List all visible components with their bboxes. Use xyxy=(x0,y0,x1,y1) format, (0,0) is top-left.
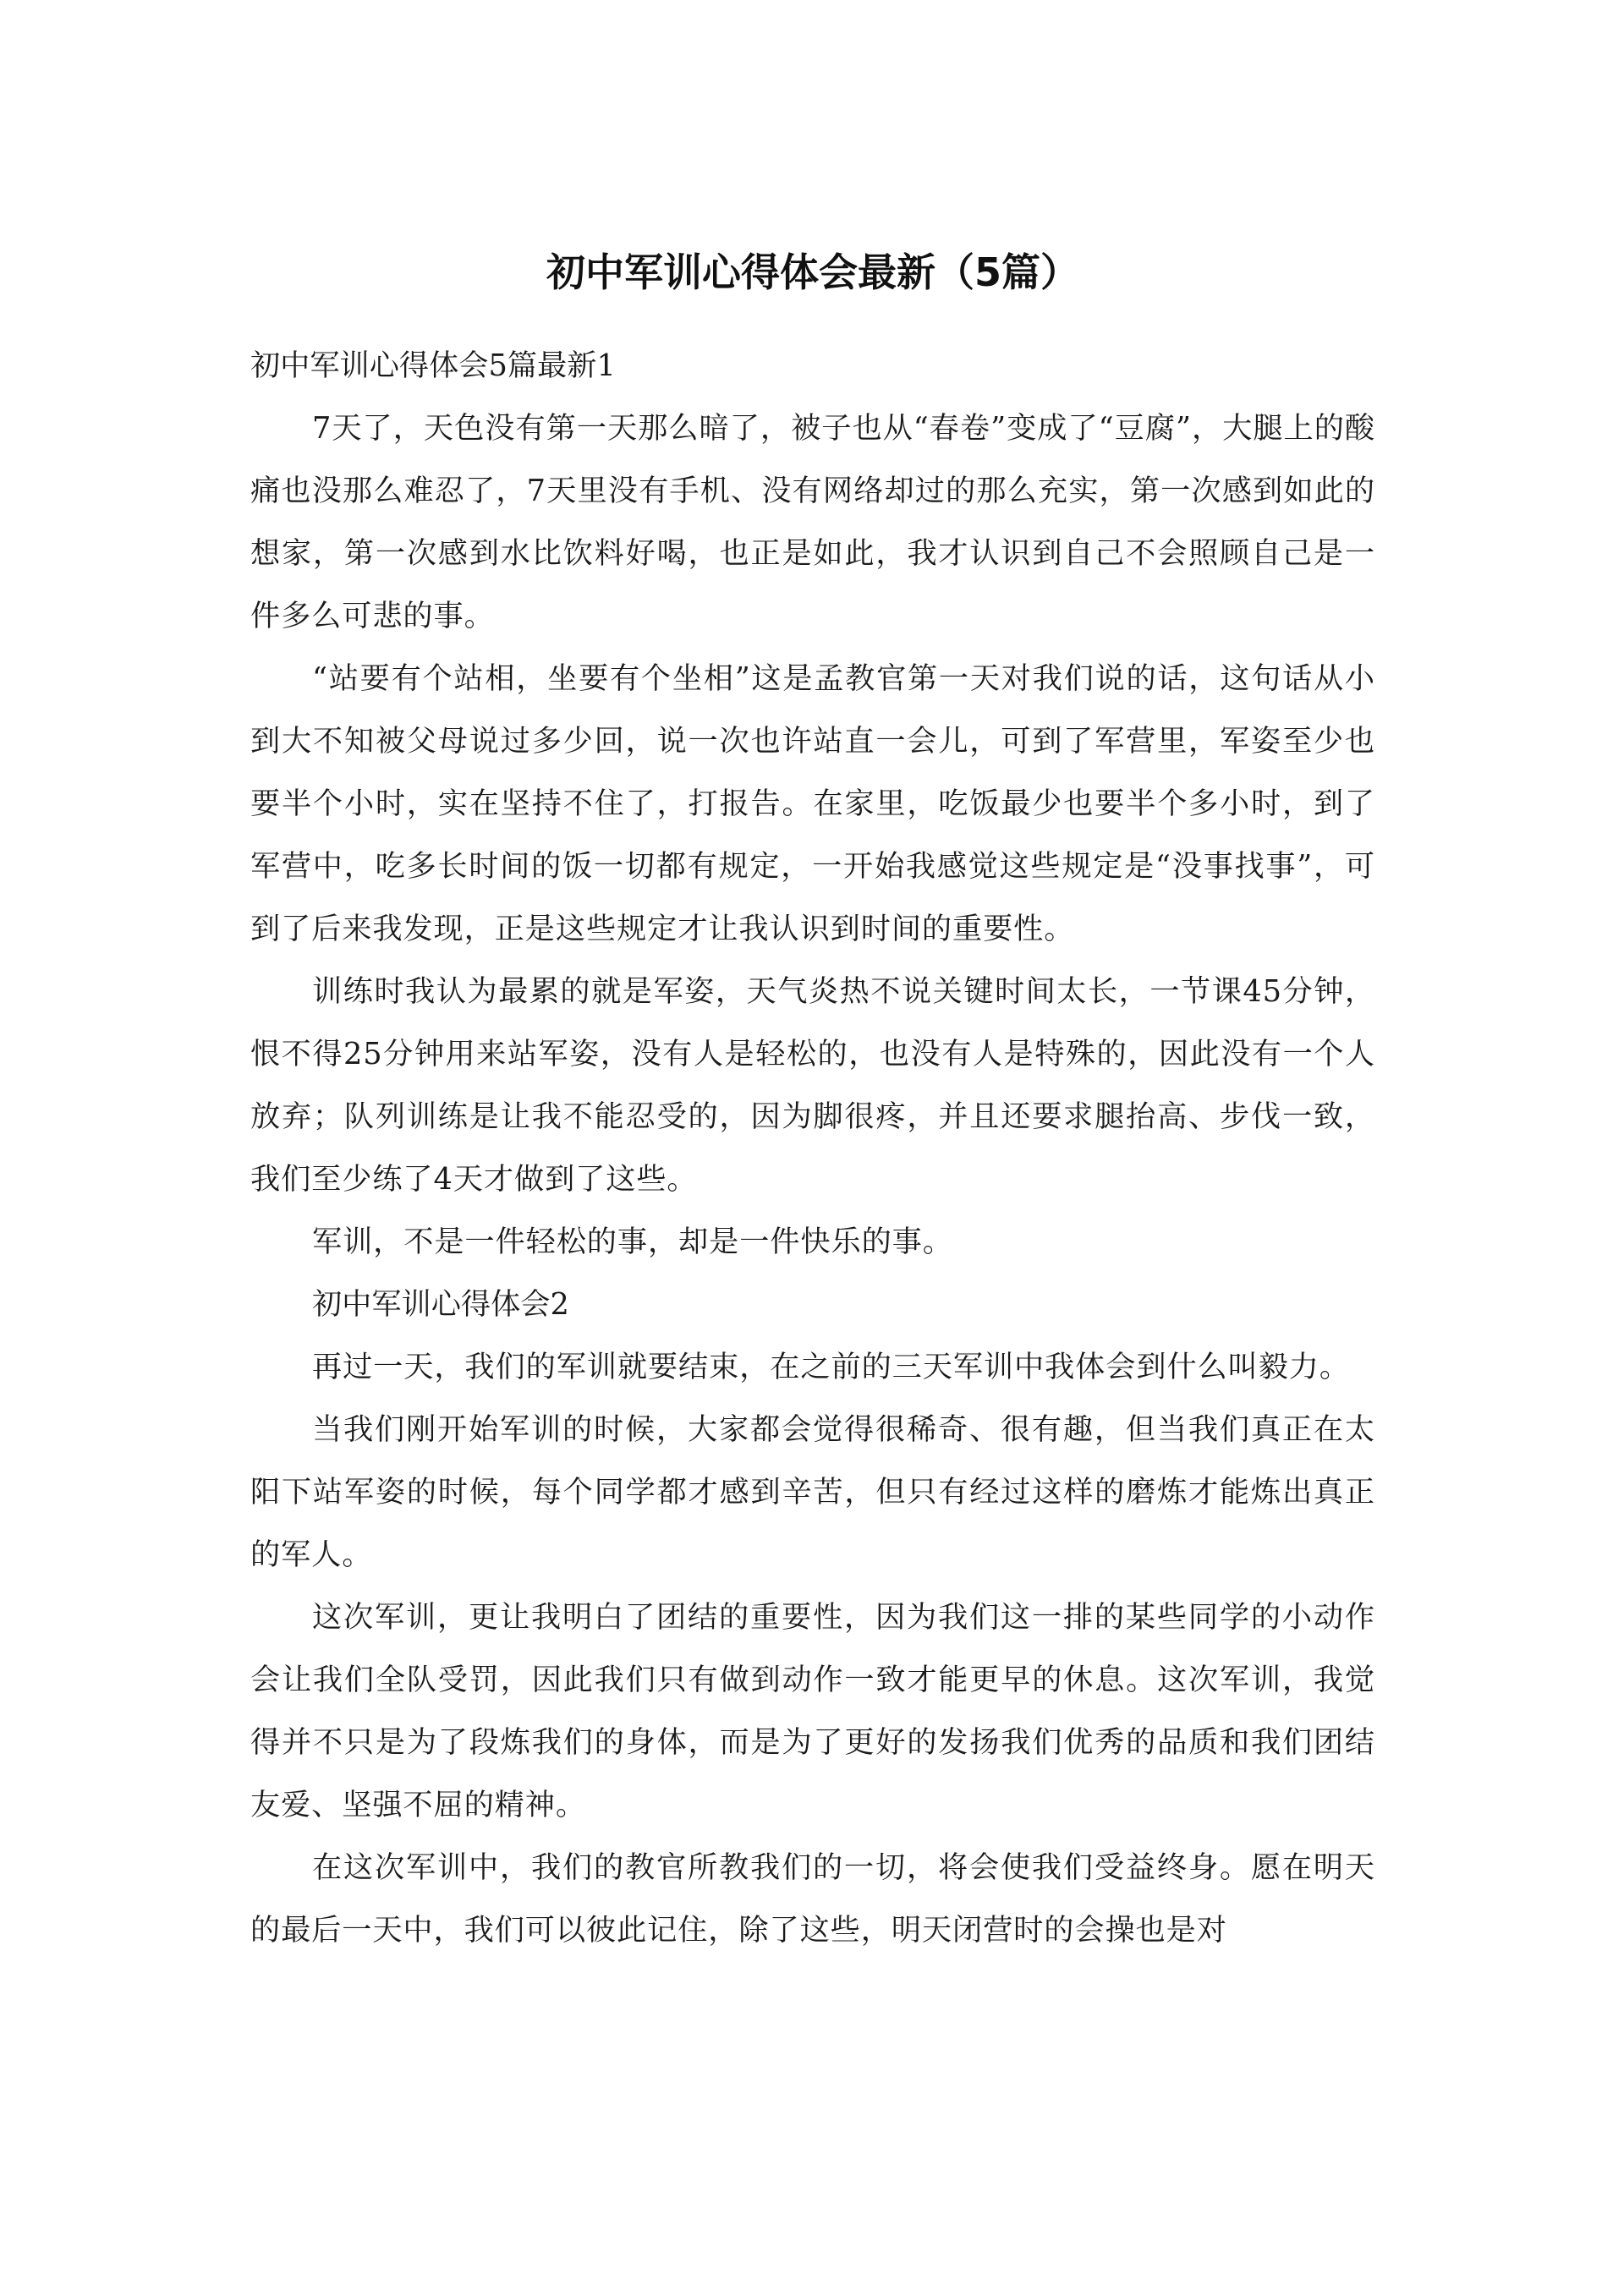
section-2-paragraph-1: 再过一天，我们的军训就要结束，在之前的三天军训中我体会到什么叫毅力。 xyxy=(312,1350,1350,1384)
document-title: 初中军训心得体会最新（5篇） xyxy=(546,249,1079,295)
section-2-paragraph-2: 当我们刚开始军训的时候，大家都会觉得很稀奇、很有趣，但当我们真正在太阳下站军姿的时候，每个同学都才感到辛苦，但只有经过这样的磨炼才能炼出真正的军人。 xyxy=(250,1412,1375,1572)
document-page xyxy=(250,242,1375,1962)
section-2-paragraph-4: 在这次军训中，我们的教官所教我们的一切，将会使我们受益终身。愿在明天的最后一天中，我们可以彼此记住，除了这些，明天闭营时的会操也是对 xyxy=(250,1850,1375,1948)
section-1-paragraph-3: 训练时我认为最累的就是军姿，天气炎热不说关键时间太长，一节课45分钟，恨不得25分钟用来站军姿，没有人是轻松的，也没有人是特殊的，因此没有一个人放弃；队列训练是让我不能忍受的，因为脚很疼，并且还要求腿抬高、步伐一致，我们至少练了4天才做到了这些。 xyxy=(250,974,1375,1197)
section-2-paragraph-3: 这次军训，更让我明白了团结的重要性，因为我们这一排的某些同学的小动作会让我们全队受罚，因此我们只有做到动作一致才能更早的休息。这次军训，我觉得并不只是为了段炼我们的身体，而是为了更好的发扬我们优秀的品质和我们团结友爱、坚强不屈的精神。 xyxy=(250,1600,1375,1822)
section-2-heading: 初中军训心得体会2 xyxy=(312,1287,569,1322)
section-1-paragraph-2: “站要有个站相，坐要有个坐相”这是孟教官第一天对我们说的话，这句话从小到大不知被父母说过多少回，说一次也许站直一会儿，可到了军营里，军姿至少也要半个小时，实在坚持不住了，打报告。在家里，吃饭最少也要半个多小时，到了军营中，吃多长时间的饭一切都有规定，一开始我感觉这些规定是“没事找事”，可到了后来我发现，正是这些规定才让我认识到时间的重要性。 xyxy=(250,661,1375,946)
section-1-heading: 初中军训心得体会5篇最新1 xyxy=(250,348,616,383)
section-1-paragraph-4: 军训，不是一件轻松的事，却是一件快乐的事。 xyxy=(312,1225,953,1259)
section-1-paragraph-1: 7天了，天色没有第一天那么暗了，被子也从“春卷”变成了“豆腐”，大腿上的酸痛也没那么难忍了，7天里没有手机、没有网络却过的那么充实，第一次感到如此的想家，第一次感到水比饮料好喝，也正是如此，我才认识到自己不会照顾自己是一件多么可悲的事。 xyxy=(250,411,1375,633)
